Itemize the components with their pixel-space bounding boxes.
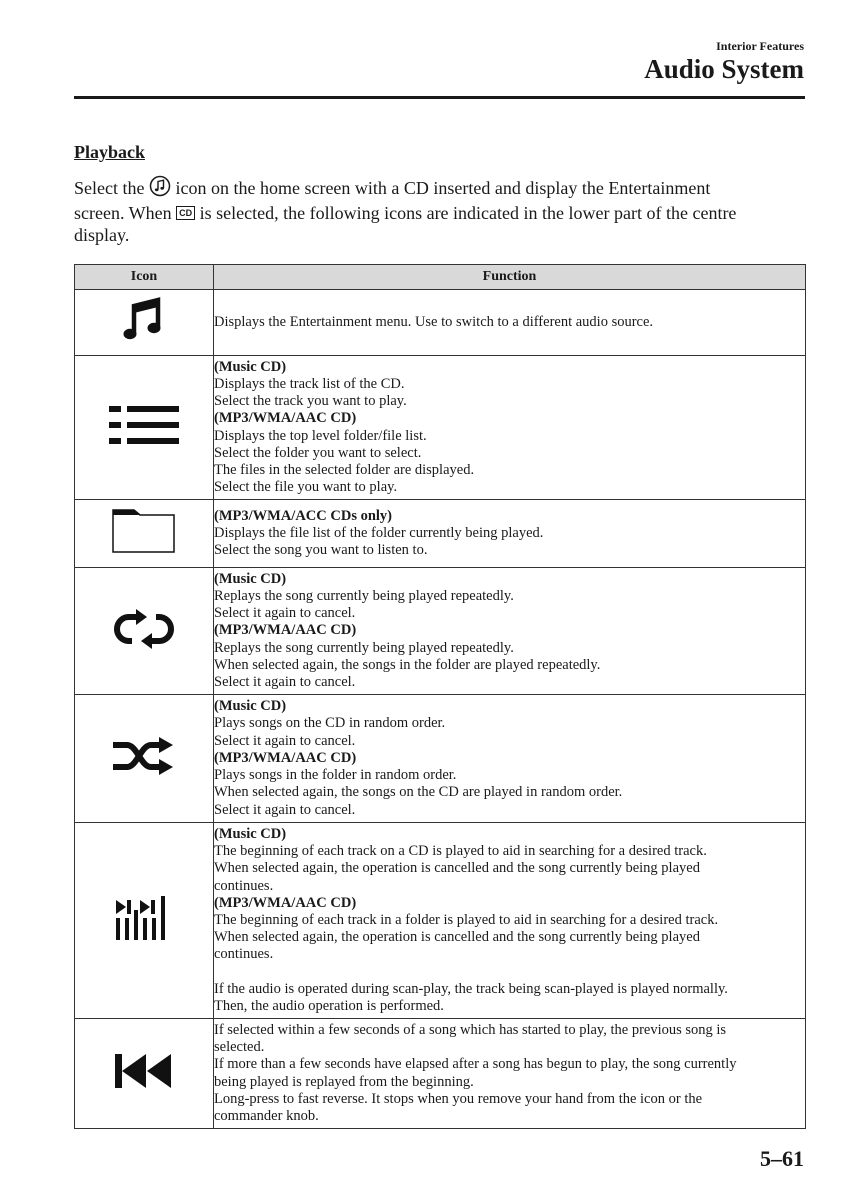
table-row [75, 568, 806, 695]
section-title: Playback [74, 142, 146, 162]
function-cell [214, 290, 806, 356]
cd-type-heading: (MP3/WMA/AAC CD) [214, 894, 357, 911]
function-cell [214, 356, 806, 500]
function-text-line: Long-press to fast reverse. It stops when you remove your hand from the icon or the [214, 1090, 703, 1107]
icon-function-table [74, 264, 806, 1129]
function-text-line: Select the song you want to listen to. [214, 542, 428, 559]
function-text-line: When selected again, the operation is cancelled and the song currently being played [214, 929, 700, 946]
function-text-line: Select the folder you want to select. [214, 444, 422, 461]
function-text-line: Then, the audio operation is performed. [214, 997, 444, 1014]
chapter-label: Interior Features [716, 39, 804, 53]
function-column-header: Function [214, 265, 806, 290]
intro-text-4: is selected, the following icons are indicated in the lower part of the centre [199, 203, 737, 223]
function-text-line: Plays songs in the folder in random order. [214, 767, 457, 784]
list-icon [109, 404, 179, 446]
table-row [75, 290, 806, 356]
function-cell [214, 568, 806, 695]
cd-type-heading: (Music CD) [214, 698, 287, 715]
function-text-line: continues. [214, 946, 274, 963]
function-text-line: selected. [214, 1039, 265, 1056]
previous-track-icon [115, 1052, 173, 1090]
table-row [75, 1019, 806, 1129]
function-text-line: If selected within a few seconds of a song which has started to play, the previous song is [214, 1021, 727, 1038]
function-cell [214, 500, 806, 568]
cd-type-heading: (MP3/WMA/ACC CDs only) [214, 507, 393, 524]
shuffle-icon [113, 737, 175, 775]
cd-type-heading: (MP3/WMA/AAC CD) [214, 622, 357, 639]
cd-type-heading: (MP3/WMA/AAC CD) [214, 410, 357, 427]
function-text-line: Select the track you want to play. [214, 393, 407, 410]
intro-text-3: screen. When [74, 203, 172, 223]
function-text-line: commander knob. [214, 1107, 319, 1124]
scan-icon [116, 896, 172, 940]
table-row [75, 356, 806, 500]
function-text-line: When selected again, the songs in the folder are played repeatedly. [214, 656, 601, 673]
intro-paragraph [74, 175, 814, 246]
cd-type-heading: (Music CD) [214, 825, 287, 842]
table-row [75, 695, 806, 823]
intro-text-5: display. [74, 225, 130, 245]
page-title: Audio System [644, 54, 804, 84]
cd-type-heading: (MP3/WMA/AAC CD) [214, 749, 357, 766]
function-text-line: Select it again to cancel. [214, 732, 356, 749]
function-text-line: Displays the Entertainment menu. Use to switch to a different audio source. [214, 313, 654, 330]
table-header-row [75, 265, 806, 290]
function-text-line: If more than a few seconds have elapsed after a song has begun to play, the song currently [214, 1056, 737, 1073]
intro-text-1: Select the [74, 178, 145, 198]
function-text-line: When selected again, the operation is cancelled and the song currently being played [214, 860, 700, 877]
header-divider [74, 96, 805, 99]
repeat-icon [114, 609, 174, 649]
function-cell [214, 823, 806, 1019]
cd-type-heading: (Music CD) [214, 570, 287, 587]
function-text-line: The files in the selected folder are displayed. [214, 461, 475, 478]
function-text-line: Displays the top level folder/file list. [214, 427, 427, 444]
table-row [75, 823, 806, 1019]
intro-text-2: icon on the home screen with a CD inserted and display the Entertainment [175, 178, 711, 198]
function-text-line: Select it again to cancel. [214, 674, 356, 690]
cd-type-heading: (Music CD) [214, 358, 287, 375]
function-text-line: continues. [214, 877, 274, 894]
function-text-line: being played is replayed from the beginning. [214, 1073, 474, 1090]
function-text-line: Plays songs on the CD in random order. [214, 715, 446, 732]
table-row [75, 500, 806, 568]
folder-icon [112, 508, 176, 554]
icon-column-header: Icon [75, 265, 214, 290]
function-text-line: The beginning of each track on a CD is played to aid in searching for a desired track. [214, 843, 707, 860]
function-text-line: The beginning of each track in a folder is played to aid in searching for a desired track. [214, 912, 719, 928]
function-text-line: Displays the file list of the folder currently being played. [214, 524, 544, 541]
function-cell [214, 1019, 806, 1129]
function-text-line: Replays the song currently being played repeatedly. [214, 587, 514, 604]
function-text-line: If the audio is operated during scan-play, the track being scan-played is played normally. [214, 980, 728, 997]
function-text-line: Replays the song currently being played repeatedly. [214, 639, 514, 656]
function-text-line: Select the file you want to play. [214, 479, 398, 496]
cd-source-icon: CD [176, 206, 195, 220]
function-text-line: Select it again to cancel. [214, 801, 356, 818]
music-note-icon [122, 297, 166, 343]
function-text-line: Displays the track list of the CD. [214, 375, 405, 392]
page-number: 5–61 [760, 1146, 804, 1171]
entertainment-icon [149, 175, 171, 202]
function-text-line: Select it again to cancel. [214, 605, 356, 622]
function-text-line: When selected again, the songs on the CD are played in random order. [214, 784, 623, 801]
paragraph-gap [214, 964, 805, 981]
function-cell [214, 695, 806, 823]
